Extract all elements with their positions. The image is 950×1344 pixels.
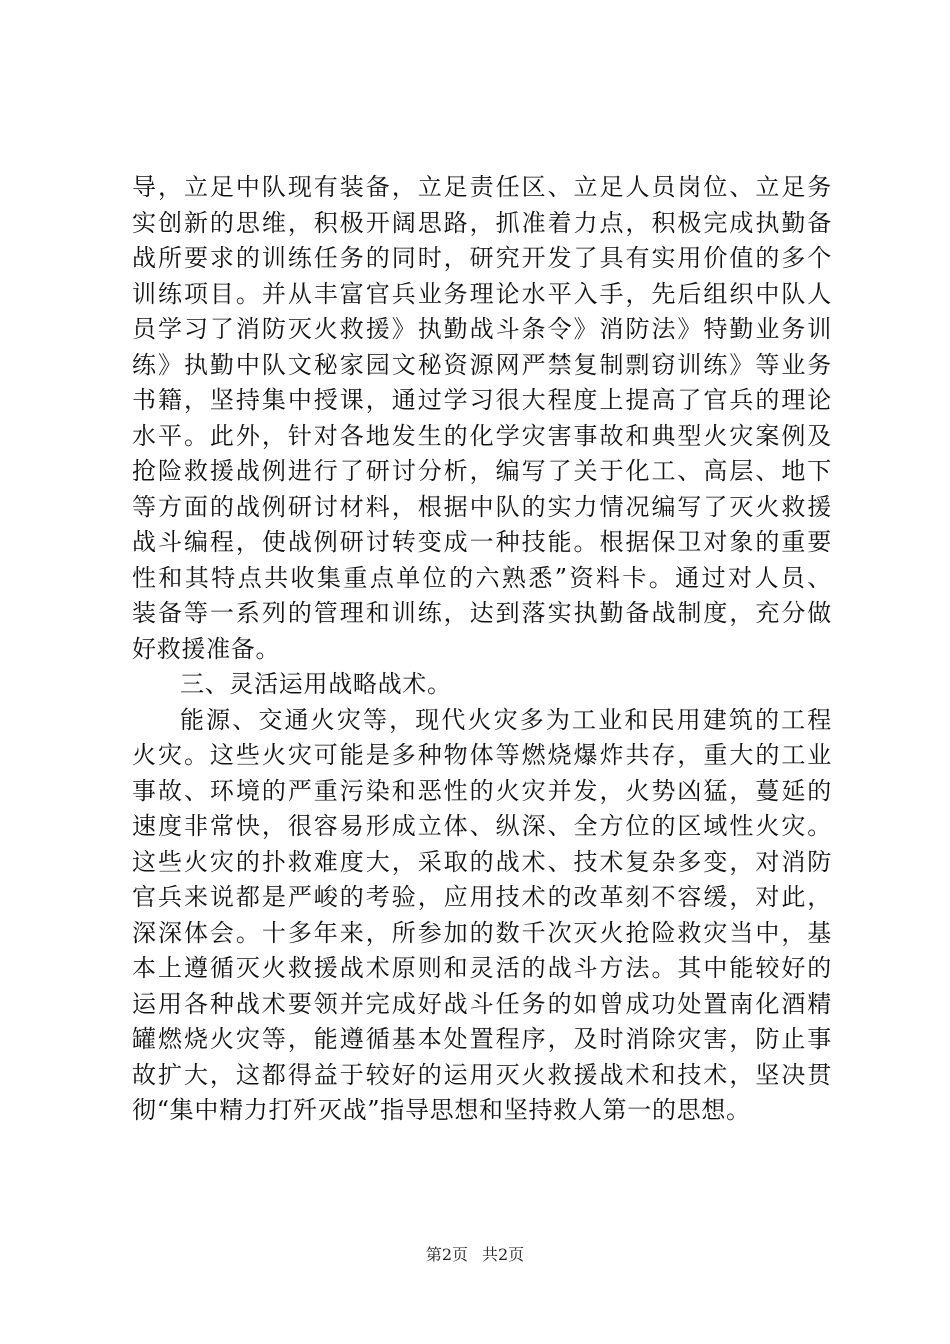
text-line: 速度非常快，很容易形成立体、纵深、全方位的区域性火灾。 bbox=[132, 812, 832, 840]
text-line: 水平。此外，针对各地发生的化学灾害事故和典型火灾案例及 bbox=[132, 421, 832, 450]
text-line: 抢险救援战例进行了研讨分析，编写了关于化工、高层、地下 bbox=[132, 457, 832, 485]
text-line: 装备等一系列的管理和训练，达到落实执勤备战制度，充分做 bbox=[132, 599, 832, 627]
text-line: 员学习了消防灭火救援》执勤战斗条令》消防法》特勤业务训 bbox=[132, 315, 832, 343]
text-line: 等方面的战例研讨材料，根据中队的实力情况编写了灭火救援 bbox=[132, 492, 832, 521]
section-heading: 三、灵活运用战略战术。 bbox=[180, 670, 452, 698]
text-line: 运用各种战术要领并完成好战斗任务的如曾成功处置南化酒精 bbox=[132, 989, 832, 1018]
document-body bbox=[132, 170, 832, 1129]
text-line: 战斗编程，使战例研讨转变成一种技能。根据保卫对象的重要 bbox=[132, 528, 832, 556]
text-line: 导，立足中队现有装备，立足责任区、立足人员岗位、立足务 bbox=[132, 173, 832, 201]
text-line: 实创新的思维，积极开阔思路，抓准着力点，积极完成执勤备 bbox=[132, 208, 832, 237]
page-number-total: 共2页 bbox=[482, 1245, 525, 1264]
text-line: 书籍，坚持集中授课，通过学习很大程度上提高了官兵的理论 bbox=[132, 386, 832, 414]
text-line: 好救援准备。 bbox=[132, 634, 281, 663]
text-line: 训练项目。并从丰富官兵业务理论水平入手，先后组织中队人 bbox=[132, 279, 832, 308]
text-line: 官兵来说都是严峻的考验，应用技术的改革刻不容缓，对此， bbox=[132, 883, 832, 911]
text-line: 火灾。这些火灾可能是多种物体等燃烧爆炸共存，重大的工业 bbox=[132, 741, 832, 769]
text-line: 练》执勤中队文秘家园文秘资源网严禁复制剽窃训练》等业务 bbox=[132, 350, 832, 379]
page-footer bbox=[0, 1243, 950, 1267]
text-line: 能源、交通火灾等，现代火灾多为工业和民用建筑的工程 bbox=[180, 705, 832, 734]
text-line: 故扩大，这都得益于较好的运用灭火救援战术和技术，坚决贯 bbox=[132, 1060, 832, 1089]
text-line: 深深体会。十多年来，所参加的数千次灭火抢险救灾当中，基 bbox=[132, 918, 832, 947]
text-line: 这些火灾的扑救难度大，采取的战术、技术复杂多变，对消防 bbox=[132, 847, 832, 876]
text-line: 本上遵循灭火救援战术原则和灵活的战斗方法。其中能较好的 bbox=[132, 954, 832, 982]
text-line: 彻“集中精力打歼灭战”指导思想和坚持救人第一的思想。 bbox=[132, 1096, 751, 1124]
text-line: 战所要求的训练任务的同时，研究开发了具有实用价值的多个 bbox=[132, 244, 832, 272]
page-number-current: 第2页 bbox=[425, 1245, 468, 1264]
text-line: 罐燃烧火灾等，能遵循基本处置程序，及时消除灾害，防止事 bbox=[132, 1025, 832, 1053]
text-line: 性和其特点共收集重点单位的六熟悉”资料卡。通过对人员、 bbox=[132, 563, 832, 592]
text-line: 事故、环境的严重污染和恶性的火灾并发，火势凶猛，蔓延的 bbox=[132, 776, 832, 805]
